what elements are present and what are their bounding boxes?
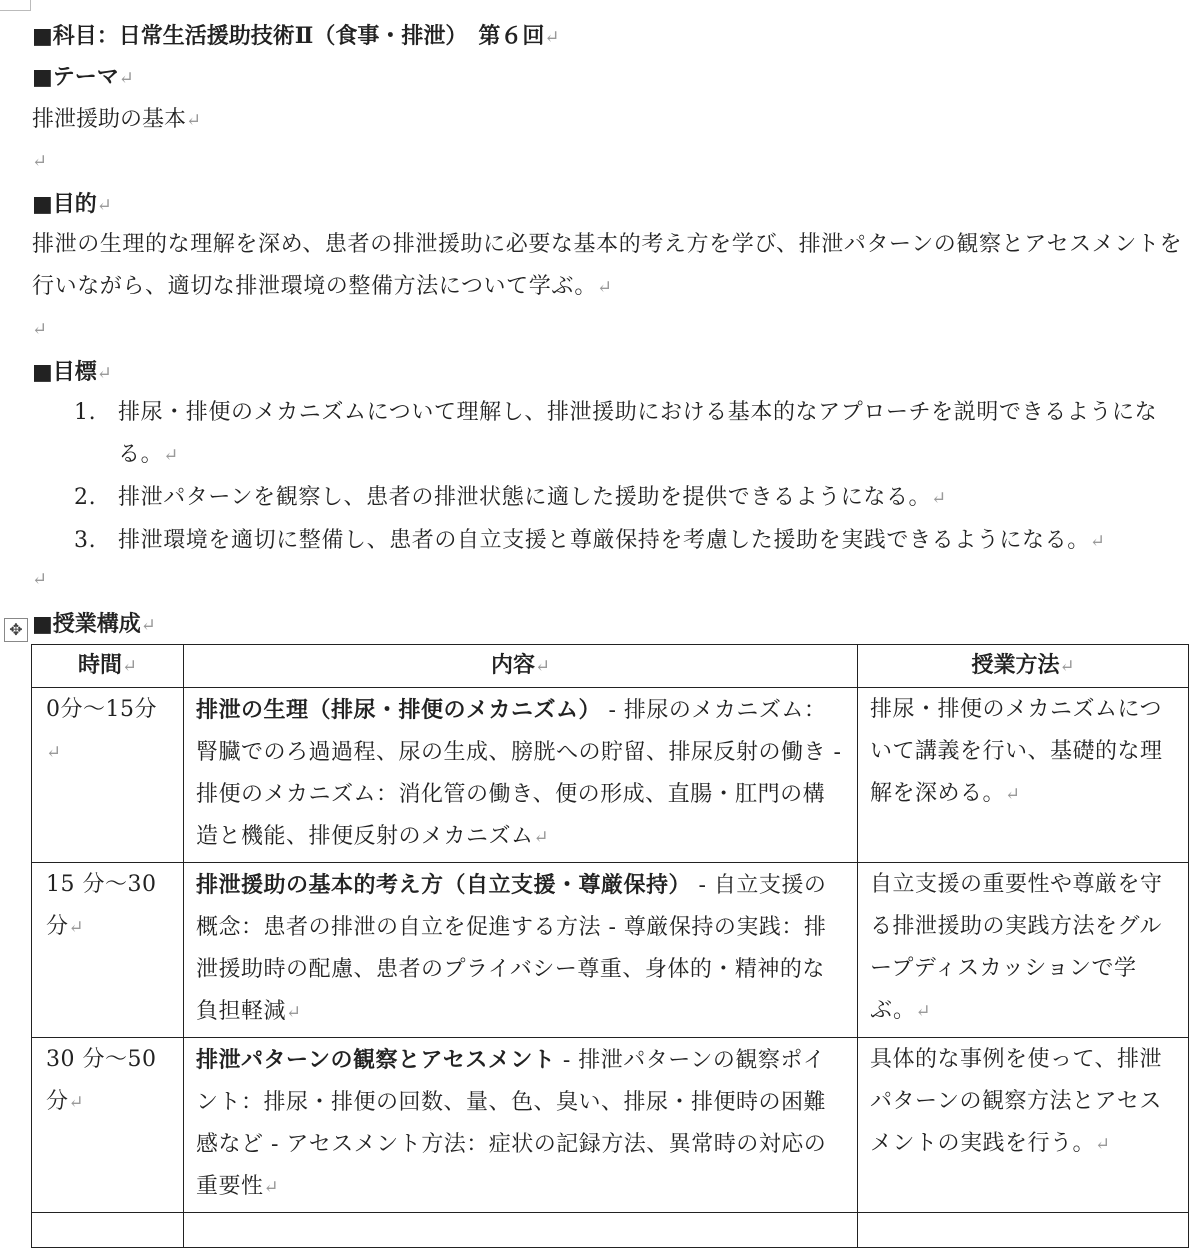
page-corner-mark [0, 0, 31, 11]
cell-content: 排泄パターンの観察とアセスメント - 排泄パターンの観察ポイント：排尿・排便の回数、量、色、臭い、排尿・排便時の困難感など - アセスメント方法：症状の記録方法、異常時の対応の重要性↵ [184, 1038, 858, 1213]
goals-list [74, 392, 1192, 563]
cell-content: 排泄の生理（排尿・排便のメカニズム） - 排尿のメカニズム：腎臓でのろ過過程、尿の生成、膀胱への貯留、排尿反射の働き - 排便のメカニズム：消化管の働き、便の形成、直腸・肛門の構造と機能、排便反射のメカニズム↵ [184, 688, 858, 863]
purpose-heading: ■目的↵ [32, 191, 112, 217]
table-row [32, 863, 1189, 1038]
table-row-partial [32, 1213, 1189, 1248]
structure-heading: ■授業構成↵ [32, 611, 156, 637]
cell-time: 15 分～30分↵ [32, 863, 184, 1038]
theme-text: 排泄援助の基本↵ [32, 107, 202, 132]
table-row [32, 1038, 1189, 1213]
empty-paragraph: ↵ [32, 151, 48, 172]
header-time: 時間↵ [32, 645, 184, 688]
cell-method [858, 1213, 1189, 1248]
header-content: 内容↵ [184, 645, 858, 688]
header-method: 授業方法↵ [858, 645, 1189, 688]
empty-paragraph: ↵ [32, 319, 48, 340]
lesson-structure-table [31, 644, 1189, 1248]
cell-content: 排泄援助の基本的考え方（自立支援・尊厳保持） - 自立支援の概念：患者の排泄の自立を促進する方法 - 尊厳保持の実践：排泄援助時の配慮、患者のプライバシー尊重、身体的・精神的な負担軽減↵ [184, 863, 858, 1038]
cell-content [184, 1213, 858, 1248]
empty-paragraph: ↵ [32, 569, 48, 590]
cell-method: 排尿・排便のメカニズムについて講義を行い、基礎的な理解を深める。↵ [858, 688, 1189, 863]
cell-time [32, 1213, 184, 1248]
table-header-row [32, 645, 1189, 688]
table-row [32, 688, 1189, 863]
theme-heading: ■テーマ↵ [32, 64, 134, 90]
goal-item: 1. 排尿・排便のメカニズムについて理解し、排泄援助における基本的なアプローチを説明できるようになる。↵ [74, 400, 1158, 467]
table-move-handle-icon[interactable]: ✥ [4, 618, 28, 642]
cell-time: 30 分～50分↵ [32, 1038, 184, 1213]
goals-heading: ■目標↵ [32, 359, 112, 385]
goal-item: 3. 排泄環境を適切に整備し、患者の自立支援と尊厳保持を考慮した援助を実践できるようになる。↵ [74, 528, 1106, 553]
cell-method: 具体的な事例を使って、排泄パターンの観察方法とアセスメントの実践を行う。↵ [858, 1038, 1189, 1213]
purpose-text: 排泄の生理的な理解を深め、患者の排泄援助に必要な基本的考え方を学び、排泄パターンの観察とアセスメントを行いながら、適切な排泄環境の整備方法について学ぶ。↵ [32, 232, 1183, 299]
cell-time: 0分～15分↵ [32, 688, 184, 863]
cell-method: 自立支援の重要性や尊厳を守る排泄援助の実践方法をグループディスカッションで学ぶ。↵ [858, 863, 1189, 1038]
goal-item: 2. 排泄パターンを観察し、患者の排泄状態に適した援助を提供できるようになる。↵ [74, 485, 947, 510]
document-title: ■科目：日常生活援助技術Ⅱ（食事・排泄） 第６回↵ [32, 23, 560, 49]
